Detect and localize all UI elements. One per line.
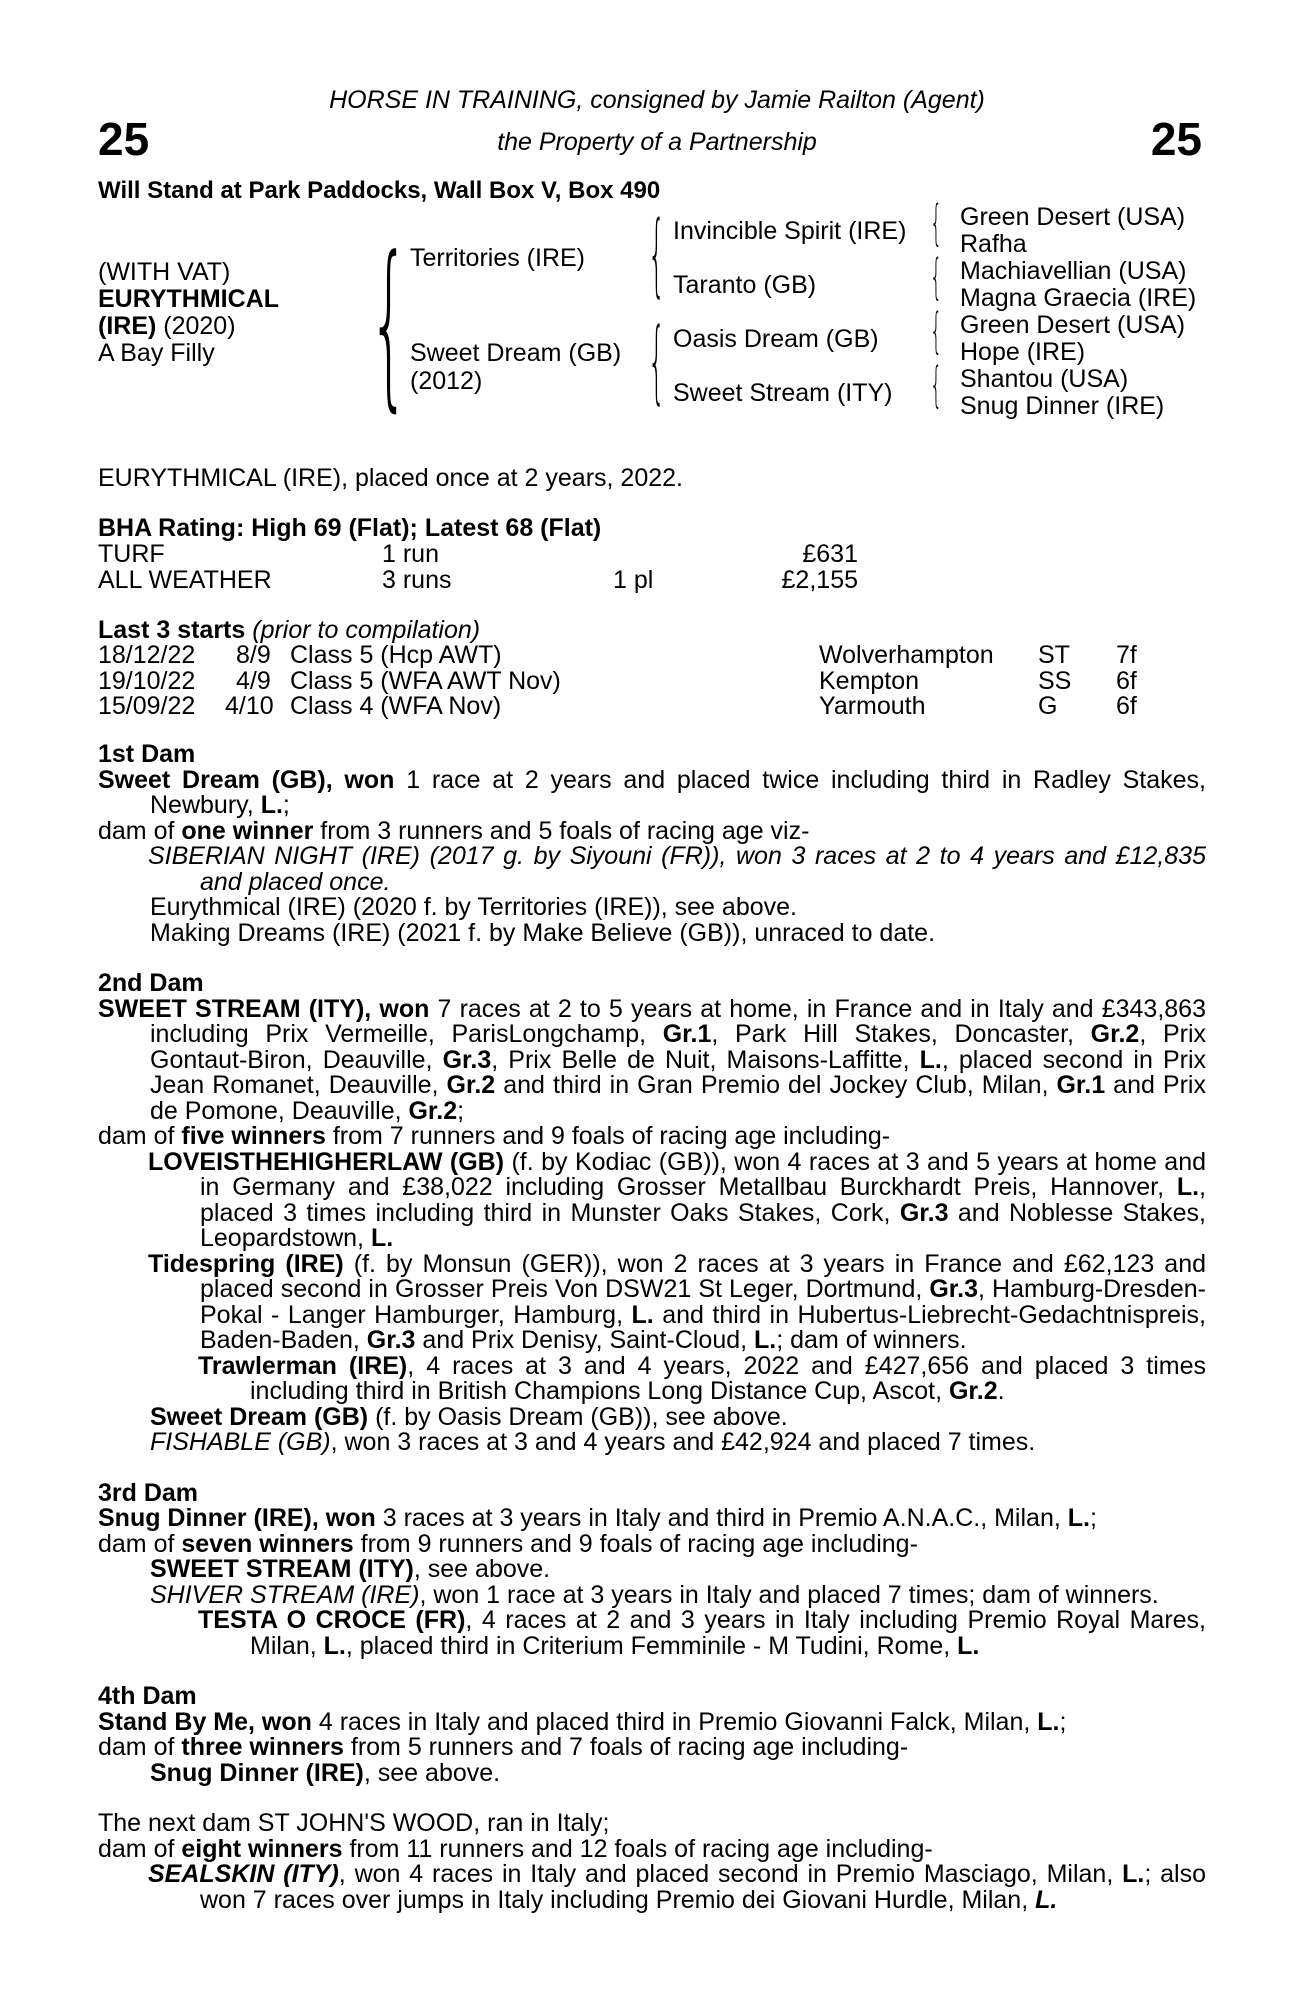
start-distance: 7f [1116, 641, 1137, 669]
rating-table [98, 542, 858, 594]
dam4-record: Stand By Me, won 4 races in Italy and placed third in Premio Giovanni Falck, Milan, L.; [98, 1707, 1067, 1736]
dam1-heading: 1st Dam [98, 740, 196, 768]
rating-surface: TURF [98, 540, 165, 568]
pedigree-dss: Green Desert (USA) [960, 311, 1186, 339]
start-going: ST [1038, 641, 1070, 669]
rating-surface: ALL WEATHER [98, 565, 272, 594]
dam-sections [98, 742, 1206, 1913]
horse-year: (2020) [156, 312, 236, 340]
start-position: 8/9 [236, 641, 271, 669]
dam3-produce-summary: dam of seven winners from 9 runners and 9 foals of racing age including- [98, 1529, 918, 1558]
dam3-produce-1: SWEET STREAM (ITY), see above. [150, 1555, 551, 1583]
dam5-produce-summary: dam of eight winners from 11 runners and 12 foals of racing age including- [98, 1834, 933, 1863]
vat-label: (WITH VAT) [98, 258, 231, 286]
dam2-grandproduce-1: Trawlerman (IRE), 4 races at 3 and 4 years, 2022 and £427,656 and placed 3 times including third in British Champions Long Distance Cup, Ascot, Gr.2. [198, 1351, 1206, 1405]
start-distance: 6f [1116, 692, 1137, 720]
dam2-produce-1: LOVEISTHEHIGHERLAW (GB) (f. by Kodiac (GB)), won 4 races at 3 and 5 years at home and in Germany and £38,022 including Grosser Metallbau Burckhardt Preis, Hannover, L., placed 3 times including third in Munster Oaks Stakes, Cork, Gr.3 and Noblesse Stakes, Leopardstown, L. [148, 1147, 1206, 1252]
pedigree-sire: Territories (IRE) [410, 244, 586, 272]
rating-placed: 1 pl [613, 565, 654, 594]
dam5-intro: The next dam ST JOHN'S WOOD, ran in Italy; [98, 1809, 610, 1837]
dam2-produce-2: Tidespring (IRE) (f. by Monsun (GER)), won 2 races at 3 years in France and £62,123 and placed second in Grosser Preis Von DSW21 St Leger, Dortmund, Gr.3, Hamburg-Dresden-Pokal - Langer Hamburger, Hamburg, L. and third in Hubertus-Liebrecht-Gedachtnispreis, Baden-Baden, Gr.3 and Prix Denisy, Saint-Cloud, L.; dam of winners. [148, 1249, 1207, 1354]
pedigree-brace-dd: { [930, 357, 943, 413]
pedigree-brace-ds: { [930, 303, 943, 359]
pedigree-brace-main: { [369, 219, 410, 428]
dam4-produce-summary: dam of three winners from 5 runners and 7 foals of racing age including- [98, 1733, 909, 1761]
pedigree-dam: Sweet Dream (GB) [410, 339, 622, 367]
dam4-heading: 4th Dam [98, 1682, 197, 1710]
race-summary: EURYTHMICAL (IRE), placed once at 2 years, 2022. [98, 464, 683, 492]
horse-name-country-year [98, 314, 236, 339]
dam2-produce-summary: dam of five winners from 7 runners and 9 foals of racing age including- [98, 1122, 891, 1150]
stabling-line: Will Stand at Park Paddocks, Wall Box V, Box 490 [98, 177, 661, 204]
start-date: 19/10/22 [98, 666, 196, 695]
starts-table [98, 643, 1198, 721]
pedigree-sss: Green Desert (USA) [960, 203, 1186, 231]
dam1-produce-1: SIBERIAN NIGHT (IRE) (2017 g. by Siyouni (FR)), won 3 races at 2 to 4 years and £12,835 and placed once. [148, 842, 1206, 896]
dam1-produce-3: Making Dreams (IRE) (2021 f. by Make Believe (GB)), unraced to date. [150, 918, 936, 947]
start-position: 4/10 [225, 692, 274, 720]
start-position: 4/9 [236, 666, 271, 695]
dam1-name: Sweet Dream (GB) [98, 765, 326, 794]
dam2-heading: 2nd Dam [98, 969, 204, 997]
dam2-produce-4: FISHABLE (GB), won 3 races at 3 and 4 years and £42,924 and placed 7 times. [150, 1428, 1036, 1456]
dam3-name: Snug Dinner (IRE) [98, 1504, 312, 1532]
horse-description: A Bay Filly [98, 339, 215, 367]
dam4-name: Stand By Me [98, 1707, 249, 1736]
dam2-name: SWEET STREAM (ITY) [98, 994, 365, 1023]
dam1-produce-summary: dam of one winner from 3 runners and 5 foals of racing age viz- [98, 816, 810, 845]
pedigree-ddd: Snug Dinner (IRE) [960, 392, 1165, 420]
horse-name: EURYTHMICAL [98, 285, 280, 313]
lot-number-left: 25 [98, 113, 150, 165]
rating-prize: £631 [802, 540, 858, 568]
pedigree-brace-sd: { [930, 249, 943, 305]
last-starts-title [98, 618, 480, 643]
dam2-record: SWEET STREAM (ITY), won 7 races at 2 to 5 years at home, in France and in Italy and £343,863 including Prix Vermeille, ParisLongchamp, Gr.1, Park Hill Stakes, Doncaster, Gr.2, Prix Gontaut-Biron, Deauville, Gr.3, Prix Belle de Nuit, Maisons-Laffitte, L., placed second in Prix Jean Romanet, Deauville, Gr.2 and third in Gran Premio del Jockey Club, Milan, Gr.1 and Prix de Pomone, Deauville, Gr.2; [98, 994, 1206, 1125]
consignor-line: HORSE IN TRAINING, consigned by Jamie Railton (Agent) [329, 86, 985, 114]
dam1-produce-2: Eurythmical (IRE) (2020 f. by Territories (IRE)), see above. [150, 893, 797, 921]
pedigree-brace-ss: { [930, 195, 943, 251]
rating-prize: £2,155 [781, 565, 858, 594]
pedigree-dam-dam: Sweet Stream (ITY) [673, 379, 893, 407]
pedigree-dds: Shantou (USA) [960, 365, 1129, 393]
pedigree-dam-year: (2012) [410, 367, 483, 395]
start-going: G [1038, 692, 1058, 720]
pedigree-sds: Machiavellian (USA) [960, 257, 1187, 285]
dam2-produce-3: Sweet Dream (GB) (f. by Oasis Dream (GB)), see above. [150, 1402, 788, 1431]
start-race: Class 4 (WFA Nov) [290, 692, 502, 720]
start-course: Wolverhampton [819, 641, 994, 669]
horse-country: (IRE) [98, 312, 157, 340]
pedigree-brace-dam: { [648, 309, 666, 414]
start-going: SS [1038, 666, 1072, 695]
pedigree-sire-sire: Invincible Spirit (IRE) [673, 217, 907, 245]
dam4-produce-1: Snug Dinner (IRE), see above. [150, 1758, 501, 1787]
rating-runs: 1 run [382, 540, 439, 568]
dam1-record: Sweet Dream (GB), won 1 race at 2 years and placed twice including third in Radley Stakes, Newbury, L.; [98, 765, 1206, 819]
start-course: Yarmouth [819, 692, 926, 720]
start-distance: 6f [1116, 666, 1137, 695]
pedigree-sire-dam: Taranto (GB) [673, 271, 817, 299]
dam3-grandproduce-1: TESTA O CROCE (FR), 4 races at 2 and 3 years in Italy including Premio Royal Mares, Milan, L., placed third in Criterium Femminile - M Tudini, Rome, L. [198, 1606, 1206, 1660]
pedigree-ssd: Rafha [960, 230, 1027, 258]
start-course: Kempton [819, 666, 920, 695]
dam3-heading: 3rd Dam [98, 1478, 199, 1507]
pedigree-dam-sire: Oasis Dream (GB) [673, 325, 879, 353]
start-race: Class 5 (Hcp AWT) [290, 641, 502, 669]
start-date: 15/09/22 [98, 692, 196, 720]
pedigree-dsd: Hope (IRE) [960, 338, 1086, 366]
last-starts-label: Last 3 starts [98, 616, 246, 644]
bha-rating-title: BHA Rating: High 69 (Flat); Latest 68 (Flat) [98, 514, 602, 542]
property-line: the Property of a Partnership [497, 128, 817, 156]
lot-number-right: 25 [1150, 113, 1202, 165]
start-date: 18/12/22 [98, 641, 196, 669]
start-race: Class 5 (WFA AWT Nov) [290, 666, 561, 695]
last-starts-note: (prior to compilation) [245, 616, 481, 644]
pedigree-sdd: Magna Graecia (IRE) [960, 284, 1197, 312]
dam5-produce-1: SEALSKIN (ITY), won 4 races in Italy and placed second in Premio Masciago, Milan, L.; also won 7 races over jumps in Italy including Premio dei Giovani Hurdle, Milan, L. [148, 1860, 1206, 1914]
pedigree-brace-sire: { [648, 202, 666, 307]
dam3-produce-2: SHIVER STREAM (IRE), won 1 race at 3 years in Italy and placed 7 times; dam of winners. [150, 1580, 1159, 1609]
dam3-record: Snug Dinner (IRE), won 3 races at 3 years in Italy and third in Premio A.N.A.C., Milan, L.; [98, 1504, 1097, 1532]
rating-runs: 3 runs [382, 565, 452, 594]
